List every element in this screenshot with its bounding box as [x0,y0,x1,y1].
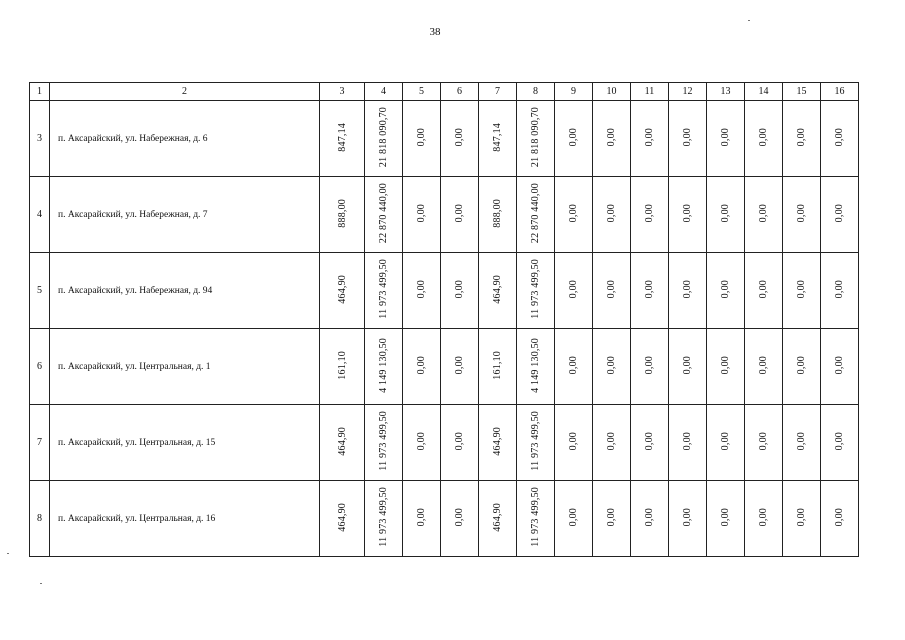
value-cell [441,101,479,177]
column-header: 1 [30,83,50,101]
cell-value: 0,00 [796,127,807,147]
cell-value: 11 973 499,50 [530,487,541,547]
value-cell [403,177,441,253]
cell-value: 21 818 090,70 [530,106,541,168]
cell-value: 0,00 [606,127,617,147]
cell-value: 0,00 [416,355,427,375]
value-cell [783,177,821,253]
cell-value: 0,00 [606,507,617,527]
cell-value: 0,00 [454,431,465,451]
cell-value: 888,00 [336,198,348,228]
table-row [30,329,859,405]
address-cell: п. Аксарайский, ул. Набережная, д. 6 [50,101,320,177]
value-cell [593,329,631,405]
value-cell [320,177,365,253]
row-number-cell: 5 [30,253,50,329]
cell-value: 464,90 [492,502,503,532]
cell-value: 0,00 [758,279,769,299]
cell-value: 0,00 [644,279,655,299]
value-cell [517,101,555,177]
value-cell [555,481,593,557]
cell-value: 0,00 [644,431,655,451]
cell-value: 0,00 [682,355,693,375]
value-cell [441,481,479,557]
cell-value: 0,00 [758,431,769,451]
cell-value: 0,00 [606,355,617,375]
cell-value: 0,00 [568,355,579,375]
value-cell [631,253,669,329]
cell-value: 0,00 [416,507,427,527]
value-cell [745,177,783,253]
cell-value: 0,00 [758,507,769,527]
table-row [30,253,859,329]
cell-value: 0,00 [416,127,427,147]
column-header: 14 [745,83,783,101]
cell-value: 0,00 [682,431,693,451]
value-cell [517,481,555,557]
value-cell [707,329,745,405]
value-cell [365,481,403,557]
cell-value: 0,00 [834,127,845,147]
cell-value: 0,00 [796,431,807,451]
value-cell [593,253,631,329]
value-cell [320,405,365,481]
value-cell [441,405,479,481]
column-header: 4 [365,83,403,101]
value-cell [555,177,593,253]
cell-value: 0,00 [796,203,807,223]
cell-value: 0,00 [416,279,427,299]
value-cell [517,405,555,481]
cell-value: 0,00 [416,203,427,223]
value-cell [821,253,859,329]
column-header: 12 [669,83,707,101]
cell-value: 847,14 [336,122,348,152]
value-cell [669,405,707,481]
value-cell [783,101,821,177]
row-number-cell: 7 [30,405,50,481]
cell-value: 0,00 [758,203,769,223]
data-table [29,82,859,557]
value-cell [593,177,631,253]
value-cell [403,101,441,177]
column-header: 8 [517,83,555,101]
cell-value: 0,00 [682,507,693,527]
value-cell [555,405,593,481]
column-header: 6 [441,83,479,101]
cell-value: 0,00 [606,279,617,299]
value-cell [320,101,365,177]
cell-value: 21 818 090,70 [378,106,389,168]
cell-value: 11 973 499,50 [530,411,541,471]
value-cell [707,481,745,557]
column-header: 3 [320,83,365,101]
value-cell [365,253,403,329]
value-cell [745,253,783,329]
value-cell [783,405,821,481]
cell-value: 0,00 [834,355,845,375]
cell-value: 847,14 [492,122,503,152]
value-cell [821,405,859,481]
value-cell [707,253,745,329]
value-cell [320,481,365,557]
address-cell: п. Аксарайский, ул. Центральная, д. 16 [50,481,320,557]
cell-value: 11 973 499,50 [378,487,389,547]
cell-value: 464,90 [492,274,503,304]
value-cell [365,329,403,405]
value-cell [783,481,821,557]
value-cell [821,101,859,177]
value-cell [403,329,441,405]
value-cell [745,101,783,177]
value-cell [783,329,821,405]
value-cell [320,253,365,329]
cell-value: 4 149 130,50 [530,337,541,393]
cell-value: 0,00 [834,507,845,527]
cell-value: 888,00 [492,198,503,228]
scan-speck [7,553,9,554]
value-cell [555,329,593,405]
cell-value: 464,90 [336,274,348,304]
value-cell [517,329,555,405]
cell-value: 0,00 [834,203,845,223]
cell-value: 0,00 [568,431,579,451]
address-cell: п. Аксарайский, ул. Набережная, д. 94 [50,253,320,329]
value-cell [593,481,631,557]
cell-value: 0,00 [454,355,465,375]
value-cell [707,405,745,481]
cell-value: 11 973 499,50 [530,259,541,319]
value-cell [479,101,517,177]
value-cell [631,177,669,253]
table-row [30,177,859,253]
scan-speck [40,583,42,584]
value-cell [365,405,403,481]
scan-speck [748,20,750,21]
value-cell [631,329,669,405]
cell-value: 11 973 499,50 [378,259,389,319]
cell-value: 22 870 440,00 [530,182,541,244]
value-cell [631,101,669,177]
address-cell: п. Аксарайский, ул. Центральная, д. 1 [50,329,320,405]
cell-value: 0,00 [454,279,465,299]
value-cell [441,253,479,329]
cell-value: 464,90 [492,426,503,456]
row-number-cell: 3 [30,101,50,177]
cell-value: 0,00 [720,507,731,527]
column-header: 16 [821,83,859,101]
cell-value: 0,00 [454,203,465,223]
value-cell [707,177,745,253]
cell-value: 4 149 130,50 [378,337,389,393]
cell-value: 0,00 [568,507,579,527]
value-cell [669,253,707,329]
value-cell [479,481,517,557]
cell-value: 11 973 499,50 [378,411,389,471]
cell-value: 464,90 [336,502,348,532]
page-number: 38 [429,26,441,38]
value-cell [669,481,707,557]
value-cell [669,101,707,177]
value-cell [821,481,859,557]
cell-value: 0,00 [720,127,731,147]
column-header: 15 [783,83,821,101]
value-cell [555,101,593,177]
value-cell [745,405,783,481]
value-cell [555,253,593,329]
table-row [30,405,859,481]
table-row [30,101,859,177]
value-cell [669,177,707,253]
value-cell [821,329,859,405]
column-header: 10 [593,83,631,101]
cell-value: 0,00 [568,203,579,223]
value-cell [403,405,441,481]
value-cell [441,329,479,405]
value-cell [365,177,403,253]
value-cell [631,481,669,557]
value-cell [517,177,555,253]
cell-value: 0,00 [758,127,769,147]
value-cell [479,177,517,253]
column-header: 11 [631,83,669,101]
column-header: 2 [50,83,320,101]
value-cell [441,177,479,253]
cell-value: 0,00 [682,203,693,223]
column-header: 13 [707,83,745,101]
cell-value: 0,00 [644,203,655,223]
value-cell [821,177,859,253]
cell-value: 0,00 [568,279,579,299]
column-header: 5 [403,83,441,101]
cell-value: 0,00 [758,355,769,375]
value-cell [479,253,517,329]
cell-value: 0,00 [416,431,427,451]
value-cell [320,329,365,405]
value-cell [593,405,631,481]
value-cell [745,329,783,405]
cell-value: 0,00 [720,431,731,451]
value-cell [479,405,517,481]
cell-value: 0,00 [644,507,655,527]
cell-value: 0,00 [720,203,731,223]
cell-value: 161,10 [336,350,348,380]
cell-value: 0,00 [568,127,579,147]
cell-value: 0,00 [720,279,731,299]
cell-value: 0,00 [606,203,617,223]
value-cell [403,253,441,329]
table-row [30,481,859,557]
column-header: 9 [555,83,593,101]
cell-value: 0,00 [834,279,845,299]
row-number-cell: 8 [30,481,50,557]
cell-value: 161,10 [492,350,503,380]
cell-value: 0,00 [796,279,807,299]
cell-value: 22 870 440,00 [378,182,389,244]
value-cell [365,101,403,177]
cell-value: 0,00 [606,431,617,451]
value-cell [783,253,821,329]
value-cell [707,101,745,177]
value-cell [593,101,631,177]
cell-value: 0,00 [834,431,845,451]
cell-value: 0,00 [644,355,655,375]
cell-value: 0,00 [644,127,655,147]
cell-value: 0,00 [454,127,465,147]
value-cell [517,253,555,329]
cell-value: 0,00 [682,279,693,299]
value-cell [479,329,517,405]
cell-value: 0,00 [454,507,465,527]
cell-value: 0,00 [682,127,693,147]
table-header-row [30,83,859,101]
value-cell [669,329,707,405]
address-cell: п. Аксарайский, ул. Набережная, д. 7 [50,177,320,253]
cell-value: 0,00 [720,355,731,375]
column-header: 7 [479,83,517,101]
cell-value: 464,90 [336,426,348,456]
row-number-cell: 6 [30,329,50,405]
address-cell: п. Аксарайский, ул. Центральная, д. 15 [50,405,320,481]
value-cell [403,481,441,557]
cell-value: 0,00 [796,507,807,527]
row-number-cell: 4 [30,177,50,253]
value-cell [631,405,669,481]
cell-value: 0,00 [796,355,807,375]
value-cell [745,481,783,557]
